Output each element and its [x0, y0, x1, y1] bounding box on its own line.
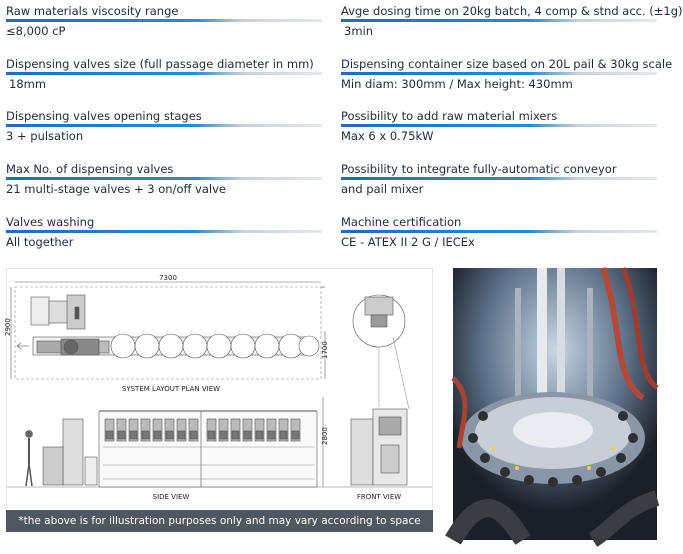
spec-opening-stages [6, 109, 322, 144]
spec-viscosity [6, 4, 322, 39]
spec-value: 18mm [9, 77, 47, 91]
spec-dosing-time [341, 4, 683, 39]
spec-label: Dispensing valves size (full passage diameter in mm) [6, 57, 314, 71]
spec-divider [341, 230, 657, 233]
layout-drawing [6, 268, 433, 532]
spec-label: Machine certification [341, 215, 462, 229]
spec-valve-size [6, 57, 322, 92]
spec-value: ≤8,000 cP [6, 24, 66, 38]
spec-divider [341, 177, 657, 180]
spec-label: Raw materials viscosity range [6, 4, 179, 18]
spec-label: Valves washing [6, 215, 95, 229]
spec-value: and pail mixer [341, 182, 424, 196]
spec-divider [341, 19, 657, 22]
spec-divider [6, 72, 322, 75]
dim-left-height: 2900 [4, 318, 12, 336]
drawing-svg [4, 269, 432, 511]
spec-value: CE - ATEX II 2 G / IECEx [341, 235, 475, 249]
plan-view-label: SYSTEM LAYOUT PLAN VIEW [121, 385, 221, 393]
spec-label: Max No. of dispensing valves [6, 162, 174, 176]
spec-label: Possibility to integrate fully-automatic conveyor [341, 162, 617, 176]
spec-divider [6, 230, 322, 233]
spec-divider [341, 72, 657, 75]
spec-divider [341, 124, 657, 127]
spec-value: Min diam: 300mm / Max height: 430mm [341, 77, 573, 91]
spec-divider [6, 124, 322, 127]
spec-value: 21 multi-stage valves + 3 on/off valve [6, 182, 226, 196]
front-view-label: FRONT VIEW [356, 493, 402, 501]
spec-value: All together [6, 235, 74, 249]
spec-container-size [341, 57, 673, 92]
spec-divider [6, 177, 322, 180]
spec-value: 3min [344, 24, 374, 38]
dim-right-height: 1700 [321, 341, 329, 359]
spec-label: Avge dosing time on 20kg batch, 4 comp & stnd acc. (±1g) [341, 4, 683, 18]
dim-side-height: 2800 [321, 427, 329, 445]
spec-certification [341, 215, 657, 250]
spec-label: Possibility to add raw material mixers [341, 109, 558, 123]
spec-divider [6, 19, 322, 22]
spec-label: Dispensing container size based on 20L pail & 30kg scale [341, 57, 673, 71]
spec-max-valves [6, 162, 322, 197]
footnote: *the above is for illustration purposes only and may vary according to space availability [6, 510, 433, 532]
dispensing-head-photo [453, 268, 657, 540]
side-view-label: SIDE VIEW [152, 493, 190, 501]
spec-value: Max 6 x 0.75kW [341, 129, 434, 143]
dim-total-length: 7300 [159, 274, 177, 282]
spec-label: Dispensing valves opening stages [6, 109, 202, 123]
spec-valves-washing [6, 215, 322, 250]
spec-conveyor [341, 162, 657, 197]
spec-value: 3 + pulsation [6, 129, 84, 143]
spec-mixers [341, 109, 657, 144]
